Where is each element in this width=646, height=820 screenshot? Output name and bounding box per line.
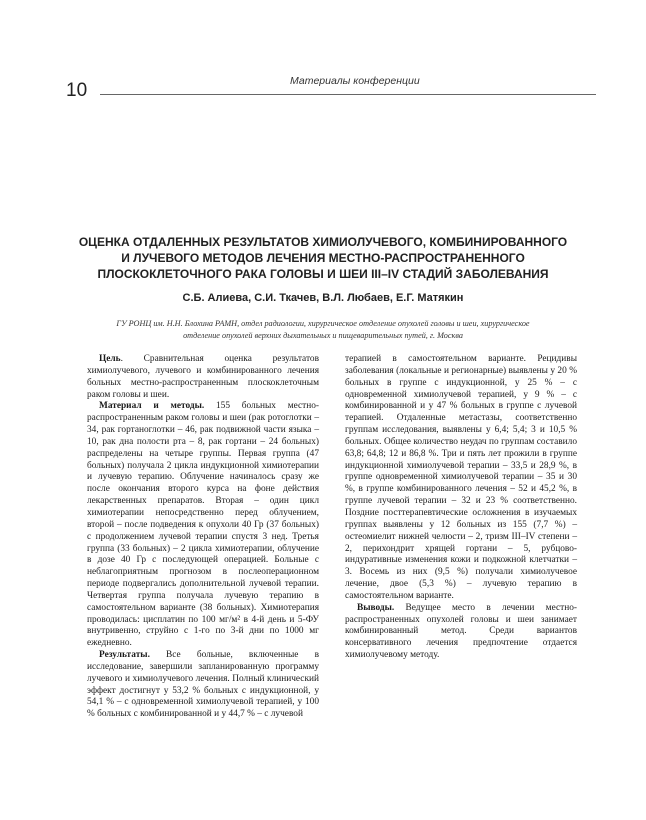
methods-paragraph bbox=[87, 401, 319, 650]
affiliation-line: отделение опухолей верхних дыхательных и пищеварительных путей, г. Москва bbox=[183, 331, 463, 340]
conclusions-text: Ведущее место в лечении местно-распространенных опухолей головы и шеи занимает комбинированный метод. Среди вариантов консервативного лечения предпочтение отдается химиолучевому методу. bbox=[345, 602, 577, 661]
header-rule bbox=[100, 94, 596, 95]
authors: С.Б. Алиева, С.И. Ткачев, В.Л. Любаев, Е.Г. Матякин bbox=[182, 292, 464, 304]
title-line: ОЦЕНКА ОТДАЛЕННЫХ РЕЗУЛЬТАТОВ ХИМИОЛУЧЕВОГО, КОМБИНИРОВАННОГО bbox=[78, 235, 568, 249]
methods-text: 155 больных местно-распространенным раком головы и шеи (рак ротоглотки – 34, рак гортаноглотки – 46, рак подвижной части языка – 10, рак дна полости рта – 8, рак гортани – 24 больных) распределены на четыре группы. Первая группа (47 больных) получала 2 цикла индукционной химиотерапии и лучевую терапию. Облучение начиналось сразу же после окончания второго курса на фоне действия лекарственных препаратов. Вторая – один цикл химиотерапии непосредственно перед облучением, второй – после подведения к опухоли 40 Гр (37 больных) с продолжением лучевой терапии спустя 3 нед. Третья группа (33 больных) – 2 цикла химиотерапии, облучение в дозе 40 Гр с последующей операцией. Больные с неблагоприятным прогнозом в послеоперационном периоде подвергались дополнительной лучевой терапии. Четвертая группа получала лучевую терапию в самостоятельном варианте (38 больных). Химиотерапия проводилась: цисплатин по 100 мг/м² в 4-й день и 5-ФУ внутривенно, струйно с 1-го по 3-й дни по 1000 мг ежедневно. bbox=[87, 401, 320, 649]
results-continuation: терапией в самостоятельном варианте. Рецидивы заболевания (локальные и регионарные) выявлены у 20 % больных в группе с индукционной, у 25 % – с одновременной химиолучевой терапией, у 9 % – с комбинированной и у 47 % больных в группе с лучевой терапией. Отдаленные метастазы, соответственно группам исследования, выявлены у 6,4; 5,4; 3 и 10,5 % больных. Общее количество неудач по группам составило 63,8; 64,8; 12 и 86,8 %. Три и пять лет прожили в группе индукционной химиолучевой терапии – 33,5 и 28,9 %, в группе одновременной химиолучевой терапии – 35 и 30 %, в группе комбинированного лечения – 52 и 45,2 %, в группе лучевой терапии – 32 и 23 % соответственно. Поздние посттерапевтические осложнения в изучаемых группах выявлены у 12 больных из 155 (7,7 %) – остеомиелит нижней челюсти – 2, тризм III–IV степени – 2, перихондрит хрящей гортани – 5, рубцово-индуративные изменения кожи и подкожной клетчатки – 3. Восемь из них (9,5 %) получали химиолучевое лечение, двое (5,3 %) – лучевую терапию в самостоятельном варианте. bbox=[345, 354, 577, 601]
affiliation-line: ГУ РОНЦ им. Н.Н. Блохина РАМН, отдел радиологии, хирургическое отделение опухолей головы и шеи, хирургическое bbox=[116, 319, 530, 328]
aim-heading: Цель bbox=[99, 354, 121, 364]
title-line: И ЛУЧЕВОГО МЕТОДОВ ЛЕЧЕНИЯ МЕСТНО-РАСПРОСТРАНЕННОГО bbox=[121, 251, 525, 265]
aim-text: . Сравнительная оценка результатов химиолучевого, лучевого и комбинированного лечения больных местно-распространенным плоскоклеточным раком головы и шеи. bbox=[87, 354, 319, 400]
results-text: Все больные, включенные в исследование, завершили запланированную программу лучевого и химиолучевого лечения. Полный клинический эффект достигнут у 53,2 % больных с индукционной, у 54,1 % – с одновременной химиолучевой терапией, у 100 % больных с комбинированной и у 44,7 % – с лучевой bbox=[87, 650, 319, 720]
conclusions-heading: Выводы. bbox=[357, 602, 395, 613]
page-number: 10 bbox=[66, 80, 88, 101]
aim-paragraph bbox=[87, 354, 319, 401]
right-column bbox=[345, 354, 577, 662]
results-paragraph bbox=[87, 650, 319, 721]
left-column bbox=[87, 354, 319, 721]
affiliation bbox=[60, 318, 586, 342]
running-title: Материалы конференции bbox=[290, 75, 420, 87]
results-heading: Результаты. bbox=[99, 650, 150, 661]
title-line: ПЛОСКОКЛЕТОЧНОГО РАКА ГОЛОВЫ И ШЕИ III–IV СТАДИЙ ЗАБОЛЕВАНИЯ bbox=[97, 267, 549, 281]
conclusions-paragraph bbox=[345, 603, 577, 662]
article-title bbox=[60, 234, 586, 282]
methods-heading: Материал и методы. bbox=[99, 401, 205, 412]
